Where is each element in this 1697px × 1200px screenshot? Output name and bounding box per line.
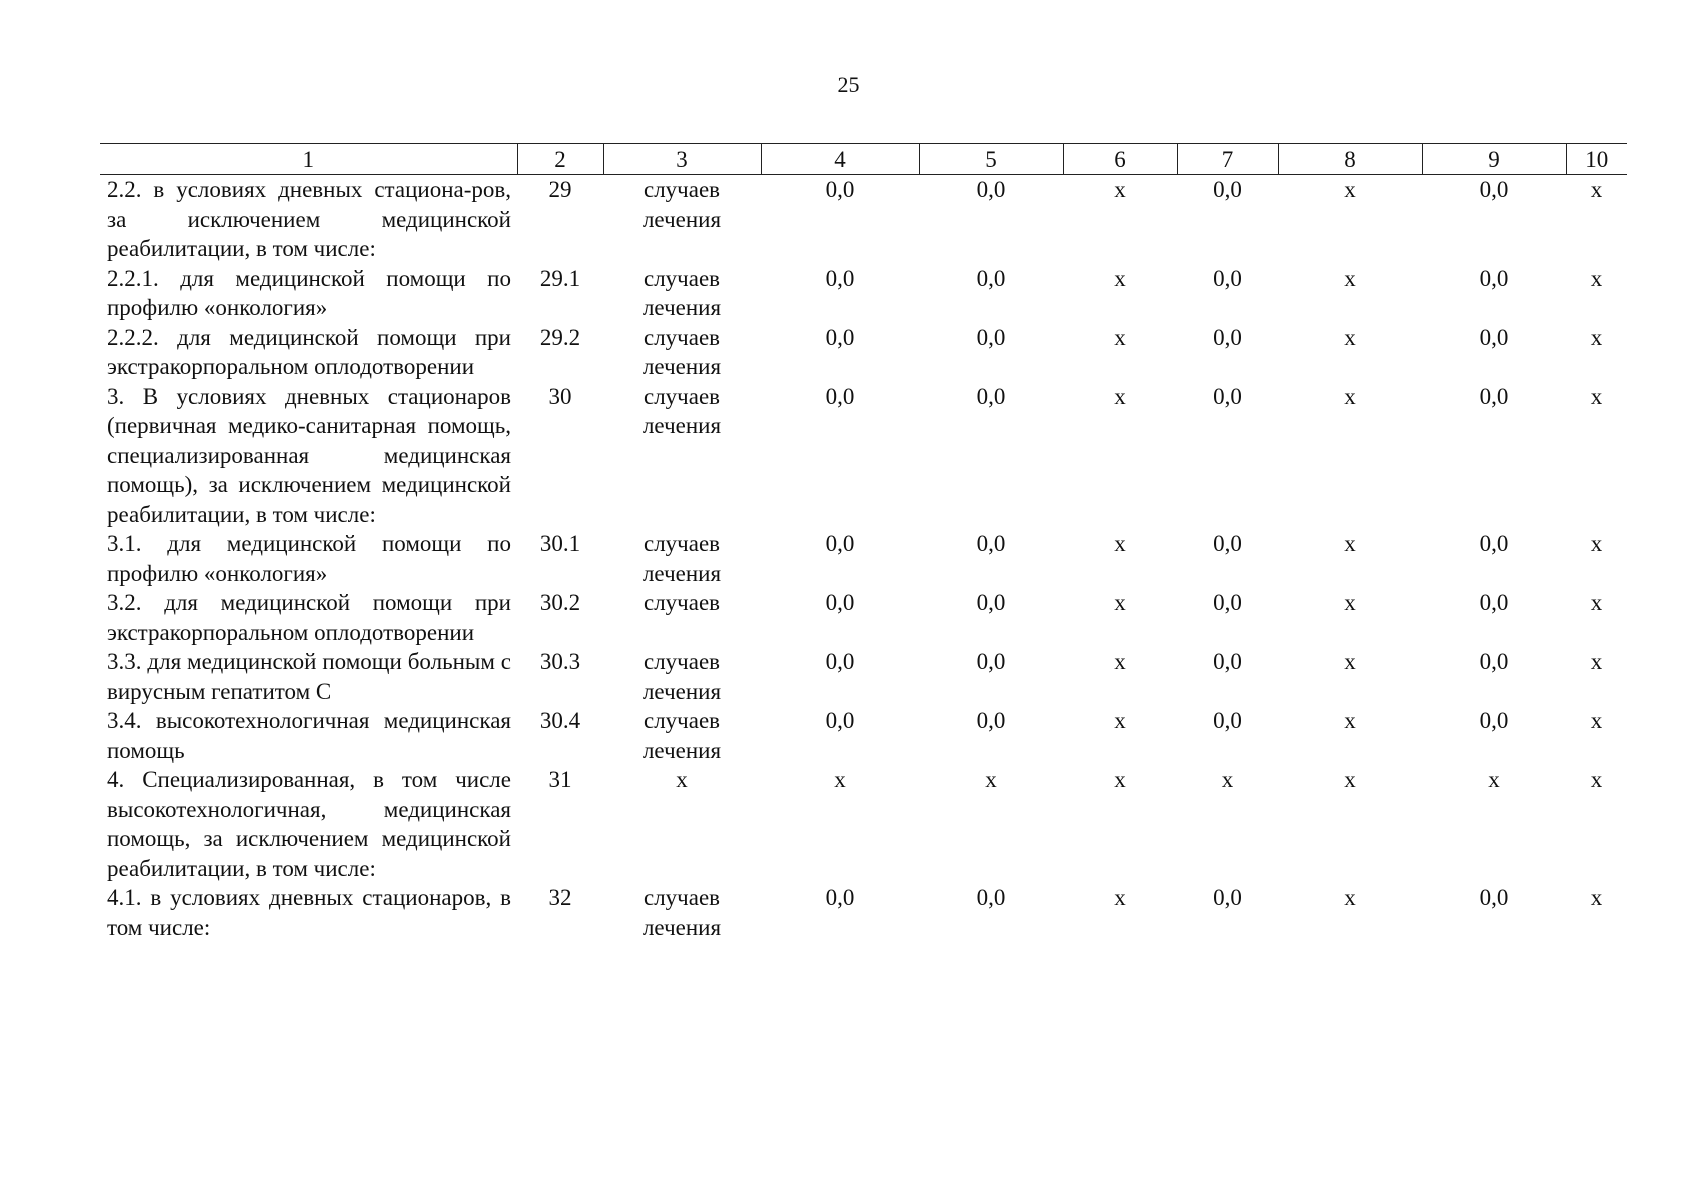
row-col-10: х — [1590, 885, 1603, 910]
row-name: 3.1. для медицинской помощи по профилю «онкология» — [107, 531, 511, 586]
row-col-10: х — [1590, 177, 1603, 202]
header-cell-5: 5 — [919, 144, 1063, 175]
row-col-5: 0,0 — [976, 324, 1006, 350]
row-col-5: 0,0 — [976, 265, 1006, 291]
row-col-8: х — [1344, 767, 1356, 792]
row-col-6: х — [1114, 177, 1126, 202]
row-col-8: х — [1344, 383, 1356, 409]
table-row — [100, 588, 1627, 647]
row-unit: случаев — [643, 590, 721, 615]
row-col-10: х — [1590, 708, 1603, 733]
row-col-6: х — [1114, 649, 1126, 674]
row-unit: случаев лечения — [642, 265, 722, 320]
row-col-7: 0,0 — [1213, 531, 1242, 556]
row-col-7: 0,0 — [1213, 265, 1242, 291]
table-row — [100, 264, 1627, 323]
row-col-10: х — [1590, 590, 1603, 615]
row-col-7: 0,0 — [1213, 708, 1242, 733]
header-cell-7: 7 — [1177, 144, 1278, 175]
row-col-10: х — [1590, 649, 1603, 674]
row-code: 29.1 — [539, 265, 581, 291]
table-body — [100, 175, 1627, 943]
row-col-9: 0,0 — [1479, 177, 1509, 202]
row-name: 4.1. в условиях дневных стационаров, в том числе: — [107, 885, 511, 940]
row-col-5: 0,0 — [976, 590, 1006, 615]
row-col-6: х — [1114, 767, 1126, 792]
row-unit: случаев лечения — [642, 531, 722, 586]
header-cell-1: 1 — [100, 144, 517, 175]
row-col-6: х — [1114, 265, 1126, 291]
row-col-10: х — [1590, 265, 1603, 291]
row-col-7: 0,0 — [1213, 649, 1242, 674]
row-unit: случаев лечения — [642, 708, 722, 763]
header-cell-8: 8 — [1278, 144, 1422, 175]
row-col-9: 0,0 — [1479, 324, 1509, 350]
row-unit: случаев лечения — [642, 177, 722, 232]
row-col-8: х — [1344, 265, 1356, 291]
row-col-8: х — [1344, 708, 1356, 733]
row-col-9: 0,0 — [1479, 649, 1509, 674]
row-unit: случаев лечения — [642, 324, 722, 379]
row-col-4: 0,0 — [825, 885, 855, 910]
row-col-6: х — [1114, 590, 1126, 615]
row-code: 29 — [548, 177, 572, 202]
table-row — [100, 323, 1627, 382]
row-col-7: х — [1221, 767, 1234, 792]
header-cell-9: 9 — [1422, 144, 1566, 175]
header-row — [100, 144, 1627, 175]
row-code: 31 — [548, 767, 572, 792]
row-name: 4. Специализированная, в том числе высокотехнологичная, медицинская помощь, за исключением медицинской реабилитации, в том числе: — [107, 767, 511, 881]
row-col-7: 0,0 — [1213, 383, 1242, 409]
row-col-8: х — [1344, 531, 1356, 556]
table-row — [100, 529, 1627, 588]
row-unit: случаев лечения — [642, 885, 722, 940]
row-code: 29.2 — [539, 324, 581, 350]
row-col-7: 0,0 — [1213, 324, 1242, 350]
table-row — [100, 647, 1627, 706]
row-col-10: х — [1590, 324, 1603, 350]
row-col-9: 0,0 — [1479, 885, 1509, 910]
row-col-4: 0,0 — [825, 531, 855, 556]
row-col-6: х — [1114, 324, 1126, 350]
row-col-9: 0,0 — [1479, 383, 1509, 409]
row-col-4: 0,0 — [825, 177, 855, 202]
row-unit: х — [676, 767, 688, 792]
table-header — [100, 144, 1627, 175]
row-name: 2.2.1. для медицинской помощи по профилю «онкология» — [107, 265, 511, 320]
header-cell-2: 2 — [517, 144, 603, 175]
row-col-6: х — [1114, 383, 1126, 409]
table-row — [100, 175, 1627, 264]
row-col-7: 0,0 — [1213, 590, 1242, 615]
data-table — [100, 143, 1627, 942]
row-name: 2.2. в условиях дневных стациона-ров, за исключением медицинской реабилитации, в том числе: — [107, 177, 511, 261]
row-col-8: х — [1344, 590, 1356, 615]
row-col-4: 0,0 — [825, 649, 855, 674]
table-row — [100, 382, 1627, 530]
header-cell-3: 3 — [603, 144, 761, 175]
row-col-9: 0,0 — [1479, 708, 1509, 733]
row-col-7: 0,0 — [1213, 177, 1242, 202]
row-col-6: х — [1114, 885, 1126, 910]
row-col-10: х — [1590, 767, 1603, 792]
row-col-5: 0,0 — [976, 531, 1006, 556]
row-col-7: 0,0 — [1213, 885, 1242, 910]
header-cell-6: 6 — [1063, 144, 1177, 175]
row-col-5: 0,0 — [976, 177, 1006, 202]
row-col-4: х — [834, 767, 846, 792]
table-row — [100, 706, 1627, 765]
row-code: 32 — [548, 885, 572, 910]
row-unit: случаев лечения — [642, 383, 722, 438]
header-cell-4: 4 — [761, 144, 919, 175]
row-col-5: х — [985, 767, 997, 792]
row-col-8: х — [1344, 649, 1356, 674]
row-col-9: 0,0 — [1479, 590, 1509, 615]
row-unit: случаев лечения — [642, 649, 722, 704]
row-code: 30.2 — [539, 590, 581, 615]
row-col-8: х — [1344, 324, 1356, 350]
table-row — [100, 765, 1627, 883]
row-col-5: 0,0 — [976, 649, 1006, 674]
row-name: 3.2. для медицинской помощи при экстракорпоральном оплодотворении — [107, 590, 511, 645]
row-col-9: 0,0 — [1479, 265, 1509, 291]
row-col-5: 0,0 — [976, 383, 1006, 409]
row-col-6: х — [1114, 531, 1126, 556]
row-col-10: х — [1590, 531, 1603, 556]
row-col-4: 0,0 — [825, 590, 855, 615]
row-name: 3.3. для медицинской помощи больным с вирусным гепатитом С — [107, 649, 511, 704]
row-code: 30.4 — [539, 708, 581, 733]
row-col-8: х — [1344, 885, 1356, 910]
table-row — [100, 883, 1627, 942]
row-col-5: 0,0 — [976, 885, 1006, 910]
row-name: 3.4. высокотехнологичная медицинская помощь — [107, 708, 511, 763]
row-code: 30 — [548, 383, 572, 409]
page-number: 25 — [837, 72, 860, 97]
row-col-8: х — [1344, 177, 1356, 202]
row-col-4: 0,0 — [825, 383, 855, 409]
row-col-4: 0,0 — [825, 265, 855, 291]
row-code: 30.1 — [539, 531, 581, 556]
row-col-6: х — [1114, 708, 1126, 733]
row-col-5: 0,0 — [976, 708, 1006, 733]
row-col-9: х — [1488, 767, 1500, 792]
row-code: 30.3 — [539, 649, 581, 674]
row-col-10: х — [1590, 383, 1603, 409]
header-cell-10: 10 — [1566, 144, 1627, 175]
row-col-9: 0,0 — [1479, 531, 1509, 556]
row-name: 2.2.2. для медицинской помощи при экстракорпоральном оплодотворении — [107, 324, 511, 379]
row-col-4: 0,0 — [825, 708, 855, 733]
row-name: 3. В условиях дневных стационаров (первичная медико-санитарная помощь, специализированная медицинская помощь), за исключением медицинской реабилитации, в том числе: — [107, 383, 511, 527]
row-col-4: 0,0 — [825, 324, 855, 350]
